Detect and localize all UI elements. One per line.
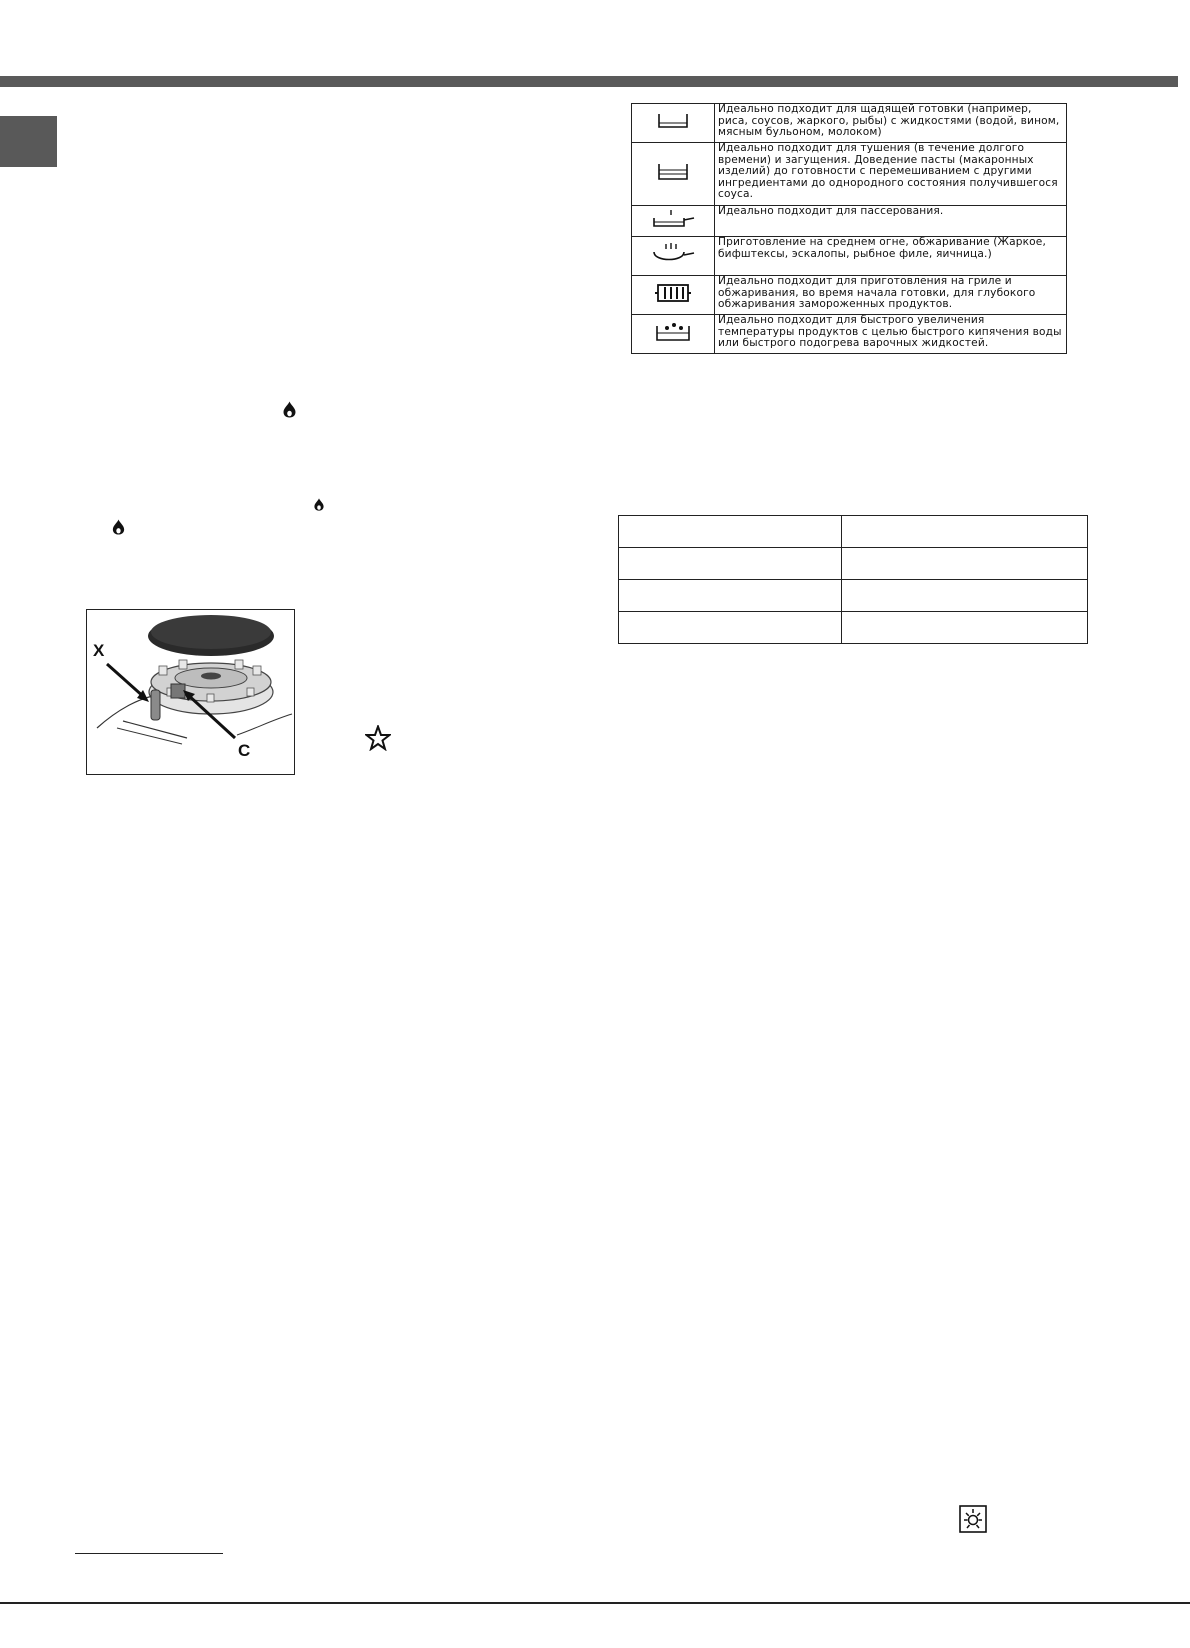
- table-cell: [619, 612, 842, 644]
- burner-illustration: [86, 609, 295, 775]
- table-row: [632, 315, 1067, 354]
- table-cell: [842, 548, 1088, 580]
- table-row: [632, 143, 1067, 206]
- burner-drawing: [87, 610, 293, 773]
- table-row: [632, 237, 1067, 276]
- table-cell: [619, 516, 842, 548]
- flame-icon-small: [314, 498, 324, 511]
- table-cell: [619, 548, 842, 580]
- table-cell: [842, 516, 1088, 548]
- table-cell: [619, 580, 842, 612]
- table-row: [619, 612, 1088, 644]
- table-row: [619, 580, 1088, 612]
- row-description: Идеально подходит для пассерования.: [715, 206, 1067, 237]
- pot-high-liquid-icon: [656, 162, 690, 182]
- pot-low-liquid-icon: [656, 112, 690, 130]
- row-description: Приготовление на среднем огне, обжаривание (Жаркое, бифштексы, эскалопы, рыбное филе, яичница.): [715, 237, 1067, 276]
- table-row: [632, 206, 1067, 237]
- table-row: [632, 276, 1067, 315]
- cookware-usage-table: [631, 103, 1067, 354]
- table-row: [619, 516, 1088, 548]
- row-description: Идеально подходит для быстрого увеличения температуры продуктов с целью быстрого кипячения воды или быстрого подогрева варочных жидкостей.: [715, 315, 1067, 354]
- boiling-pot-icon: [653, 320, 693, 344]
- oven-light-icon: [959, 1505, 987, 1533]
- figure-label-c: C: [238, 741, 251, 760]
- grill-icon: [653, 282, 693, 304]
- row-description: Идеально подходит для щадящей готовки (например, риса, соусов, жаркого, рыбы) с жидкостями (водой, вином, мясным бульоном, молоком): [715, 104, 1067, 143]
- flame-icon: [283, 401, 296, 418]
- footnote-divider: [75, 1553, 223, 1554]
- section-tab: [0, 116, 57, 167]
- table-cell: [842, 612, 1088, 644]
- pan-medium-flame-icon: [650, 242, 696, 266]
- table-row: [632, 104, 1067, 143]
- pan-small-flame-icon: [650, 208, 696, 230]
- empty-grid-table: [618, 515, 1088, 644]
- figure-label-x: X: [93, 641, 105, 660]
- star-icon: [365, 725, 391, 751]
- table-cell: [842, 580, 1088, 612]
- row-description: Идеально подходит для тушения (в течение долгого времени) и загущения. Доведение пасты (макаронных изделий) до готовности с перемешиванием с другими ингредиентами до однородного состояния получившегося соуса.: [715, 143, 1067, 206]
- table-row: [619, 548, 1088, 580]
- row-description: Идеально подходит для приготовления на гриле и обжаривания, во время начала готовки, для глубокого обжаривания замороженных продуктов.: [715, 276, 1067, 315]
- footer-rule: [0, 1602, 1190, 1604]
- header-bar: [0, 76, 1178, 87]
- flame-icon-large: [112, 519, 125, 535]
